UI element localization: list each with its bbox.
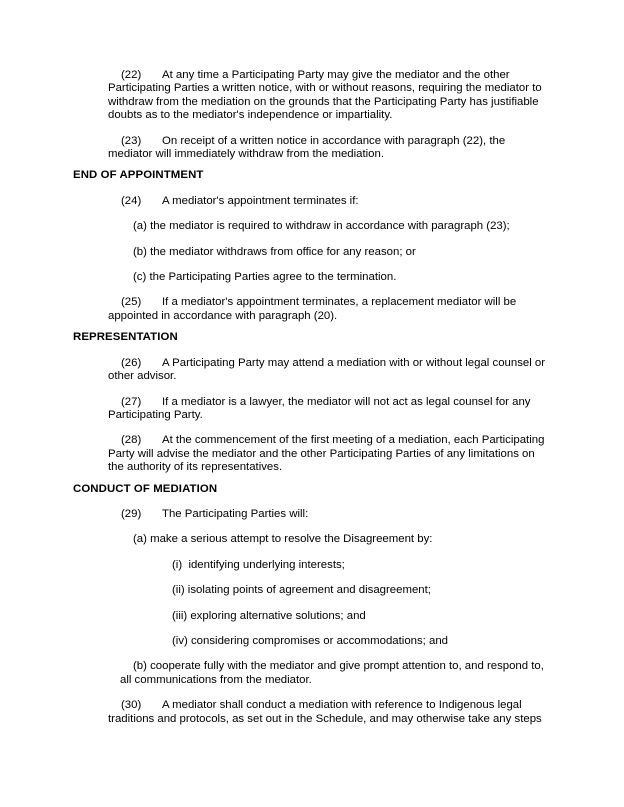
paragraph-25-number: (25) [121, 296, 142, 309]
paragraph-26-number: (26) [121, 356, 142, 369]
paragraph-26-text: A Participating Party may attend a mediation with or without legal counsel or other advisor. [108, 356, 546, 383]
list-item-29-b: (b) cooperate fully with the mediator and give prompt attention to, and respond to, all communications from the mediator. [120, 660, 544, 686]
paragraph-22-number: (22) [121, 69, 142, 81]
list-item-29-a-ii: (ii) isolating points of agreement and disagreement; [172, 584, 431, 597]
paragraph-29-number: (29) [121, 507, 142, 520]
list-item-29-a-i: (i) identifying underlying interests; [172, 558, 345, 571]
paragraph-26 [108, 357, 552, 384]
paragraph-22 [108, 69, 552, 123]
paragraph-24-number: (24) [121, 194, 142, 207]
paragraph-28-text: At the commencement of the first meeting of a mediation, each Participating Party will advise the mediator and the other Participating Parties of any limitations on the authority of its representatives. [108, 434, 545, 474]
paragraph-25-text: If a mediator's appointment terminates, a replacement mediator will be appointed in accordance with paragraph (20). [108, 296, 517, 322]
list-item-24-c: (c) the Participating Parties agree to the termination. [133, 271, 397, 284]
paragraph-23-text: On receipt of a written notice in accordance with paragraph (22), the mediator will immediately withdraw from the mediation. [108, 134, 506, 161]
paragraph-29 [108, 508, 552, 521]
paragraph-24-text: A mediator's appointment terminates if: [162, 194, 359, 207]
paragraph-27-text: If a mediator is a lawyer, the mediator will not act as legal counsel for any Participating Party. [108, 395, 531, 421]
list-item-29-a-iv: (iv) considering compromises or accommodations; and [172, 634, 449, 647]
paragraph-28 [108, 434, 552, 474]
list-item-29-a-iii: (iii) exploring alternative solutions; and [172, 609, 366, 622]
paragraph-30-number: (30) [121, 699, 142, 712]
paragraph-22-text: At any time a Participating Party may give the mediator and the other Participating Parties a written notice, with or without reasons, requiring the mediator to withdraw from the mediation on the grounds that the Participating Party has justifiable doubts as to the mediator's independence or impartiality. [108, 69, 542, 122]
paragraph-30 [108, 699, 552, 726]
list-item-24-a: (a) the mediator is required to withdraw in accordance with paragraph (23); [133, 220, 510, 233]
paragraph-28-number: (28) [121, 434, 142, 447]
paragraph-25 [108, 296, 552, 323]
paragraph-27-number: (27) [121, 395, 142, 408]
paragraph-30-text: A mediator shall conduct a mediation with reference to Indigenous legal traditions and protocols, as set out in the Schedule, and may otherwise take any steps [108, 699, 542, 725]
list-item-24-b: (b) the mediator withdraws from office for any reason; or [133, 245, 416, 258]
paragraph-23-number: (23) [121, 134, 142, 147]
section-heading-representation: REPRESENTATION [73, 331, 178, 344]
list-item-29-a: (a) make a serious attempt to resolve the Disagreement by: [133, 533, 433, 546]
section-heading-conduct-of-mediation: CONDUCT OF MEDIATION [73, 482, 218, 495]
paragraph-27 [108, 396, 552, 423]
paragraph-29-text: The Participating Parties will: [162, 507, 309, 520]
paragraph-23 [108, 135, 552, 162]
paragraph-24 [108, 195, 552, 208]
section-heading-end-of-appointment: END OF APPOINTMENT [73, 169, 204, 182]
